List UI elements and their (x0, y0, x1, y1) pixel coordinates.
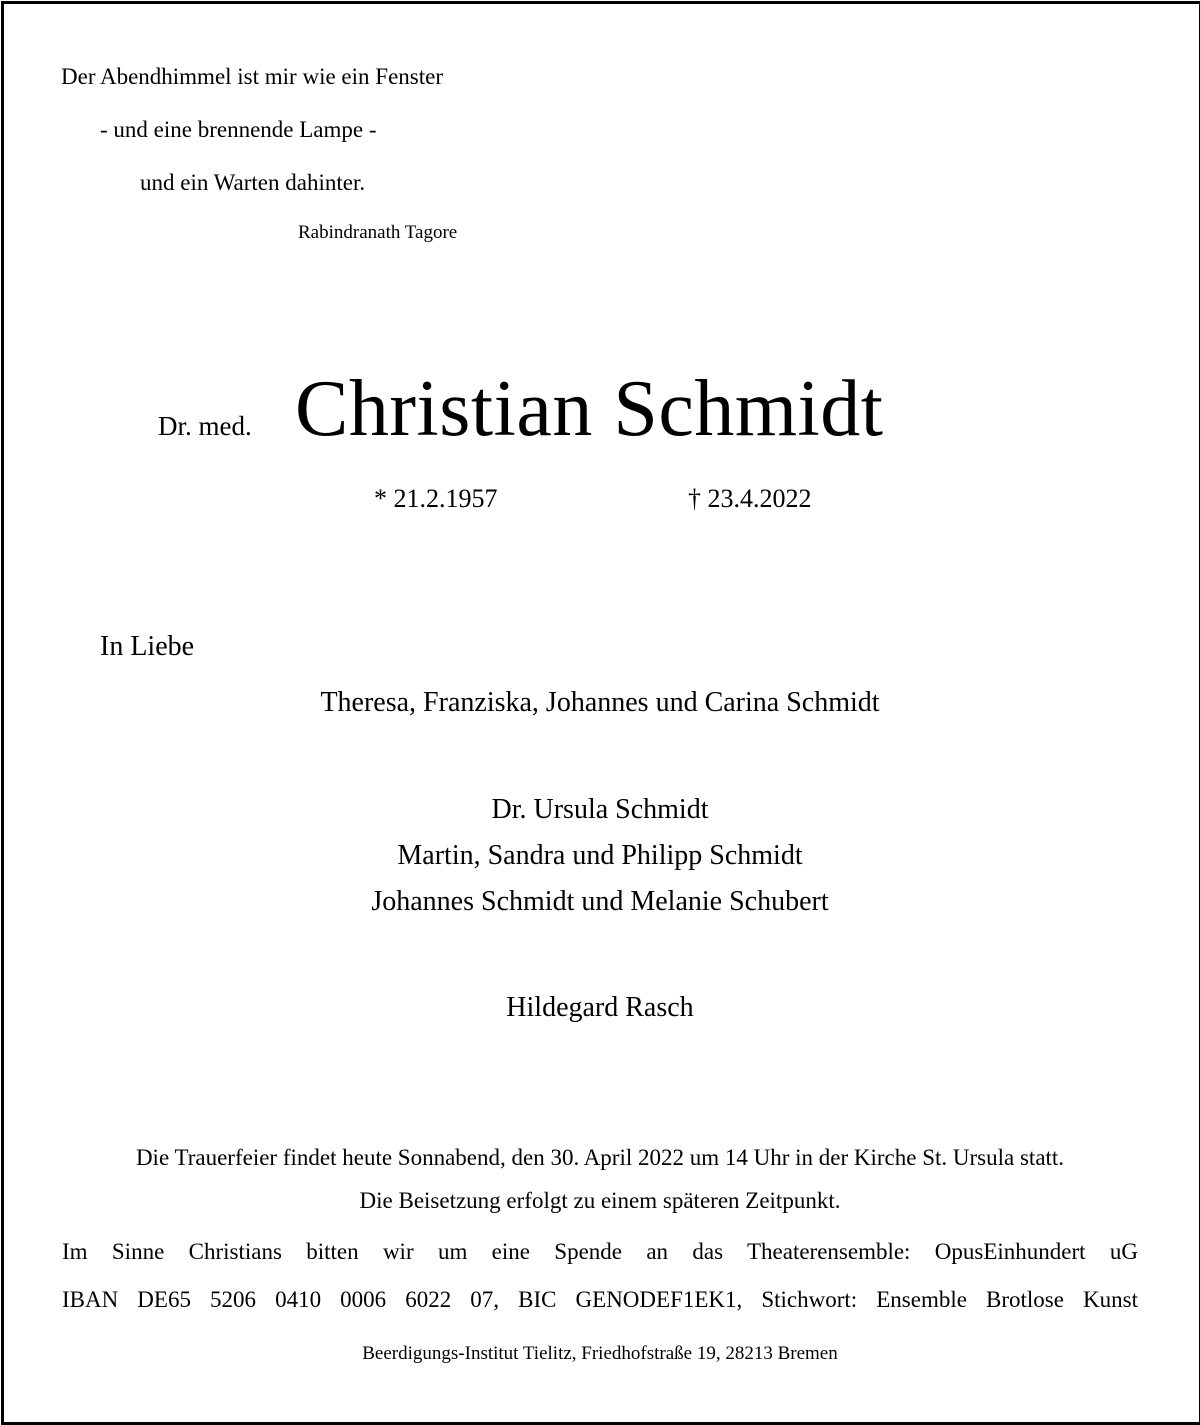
donation-line-2: IBAN DE65 5206 0410 0006 6022 07, BIC GENODEF1EK1, Stichwort: Ensemble Brotlose Kunst (62, 1287, 1138, 1312)
mourner-relative-2: Martin, Sandra und Philipp Schmidt (397, 840, 803, 871)
funeral-notice: Die Trauerfeier findet heute Sonnabend, den 30. April 2022 um 14 Uhr in der Kirche St. Ursula statt. (135, 1145, 1065, 1170)
mourner-relative-1: Dr. Ursula Schmidt (491, 794, 709, 825)
mourner-relative-3: Johannes Schmidt und Melanie Schubert (371, 886, 829, 917)
mourner-other: Hildegard Rasch (506, 992, 694, 1023)
donation-line-1: Im Sinne Christians bitten wir um eine Spende an das Theaterensemble: OpusEinhundert uG (62, 1239, 1138, 1264)
death-date: † 23.4.2022 (688, 484, 812, 513)
poem-author: Rabindranath Tagore (298, 222, 458, 243)
mourner-family: Theresa, Franziska, Johannes und Carina Schmidt (320, 687, 880, 718)
poem-line-1: Der Abendhimmel ist mir wie ein Fenster (61, 64, 443, 89)
burial-notice: Die Beisetzung erfolgt zu einem späteren Zeitpunkt. (359, 1188, 841, 1213)
deceased-name: Christian Schmidt (295, 365, 884, 453)
poem-line-2: - und eine brennende Lampe - (100, 117, 377, 142)
academic-title: Dr. med. (158, 411, 252, 441)
birth-date: * 21.2.1957 (374, 484, 498, 513)
funeral-home-address: Beerdigungs-Institut Tielitz, Friedhofstraße 19, 28213 Bremen (362, 1343, 838, 1364)
poem-line-3: und ein Warten dahinter. (140, 170, 366, 195)
in-love-intro: In Liebe (100, 631, 195, 662)
